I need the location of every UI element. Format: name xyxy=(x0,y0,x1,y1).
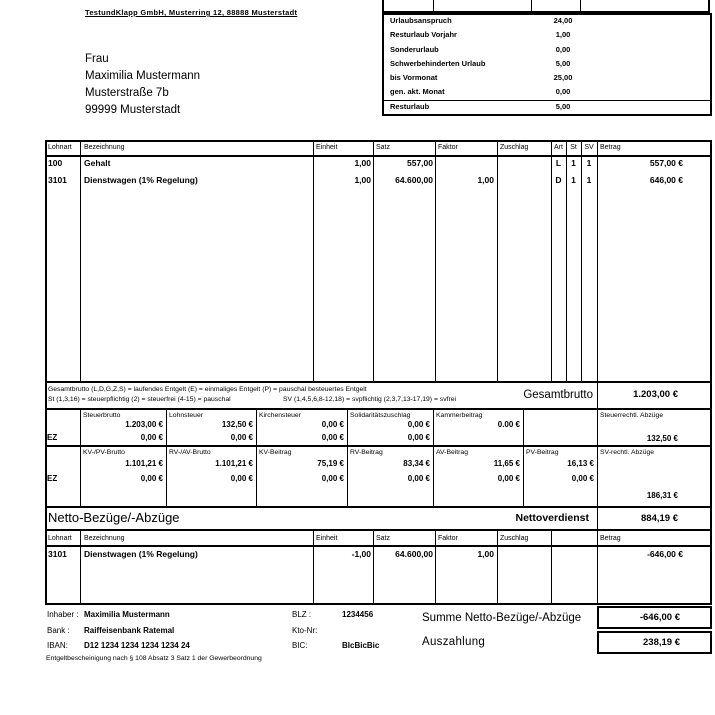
header-divider xyxy=(47,545,710,547)
inhaber-label: Inhaber : xyxy=(47,610,79,619)
tax-header-kammerbeitrag: Kammerbeitrag xyxy=(436,411,483,419)
column-divider xyxy=(435,142,436,381)
vacation-row-value: 1,00 xyxy=(555,30,571,39)
column-divider xyxy=(256,410,257,447)
cell-satz: 64.600,00 xyxy=(395,549,433,559)
cell-betrag: 646,00 € xyxy=(649,175,683,185)
tax-header-solidaritaetszuschlag: Solidaritätszuschlag xyxy=(350,411,411,419)
col-header-lohnart: Lohnart xyxy=(48,144,72,151)
sv-ez-label: EZ xyxy=(47,473,58,483)
vacation-row-value: 24,00 xyxy=(553,16,573,25)
col-header-faktor: Faktor xyxy=(438,144,458,151)
vacation-row-divider xyxy=(384,100,710,101)
inhaber-value: Maximilia Mustermann xyxy=(84,610,170,619)
payout-value-box xyxy=(597,631,712,654)
col-header-satz: Satz xyxy=(376,534,391,542)
col-header-art: Art xyxy=(554,144,563,151)
column-divider xyxy=(433,447,434,508)
sv-cell-ez: 0,00 € xyxy=(140,473,163,483)
sv-header-pv-beitrag: PV-Beitrag xyxy=(526,448,559,456)
sv-header-av-beitrag: AV-Beitrag xyxy=(436,448,468,456)
cell-lohnart: 3101 xyxy=(48,175,67,185)
column-divider xyxy=(497,531,498,605)
col-header-einheit: Einheit xyxy=(316,534,338,542)
tax-cell-ez: 0,00 € xyxy=(407,432,430,442)
net-earnings-value: 884,19 € xyxy=(641,512,678,524)
col-header-betrag: Betrag xyxy=(600,534,621,542)
cell-faktor: 1,00 xyxy=(477,175,494,185)
column-divider xyxy=(80,447,81,508)
tax-cell: 0,00 € xyxy=(407,419,430,429)
vacation-row-label: Sonderurlaub xyxy=(390,44,439,54)
column-divider xyxy=(597,508,598,531)
sv-cell: 1.101,21 € xyxy=(125,458,163,468)
iban-label: IBAN: xyxy=(47,641,68,650)
col-header-bezeichnung: Bezeichnung xyxy=(84,144,125,151)
sv-header-rv-av-brutto: RV-/AV-Brutto xyxy=(169,448,211,456)
sv-cell-ez: 0,00 € xyxy=(407,473,430,483)
blz-value: 1234456 xyxy=(342,610,374,619)
cell-faktor: 1,00 xyxy=(477,549,494,559)
cell-bezeichnung: Gehalt xyxy=(84,158,111,168)
cell-art: D xyxy=(555,175,562,185)
vacation-row-value: 0,00 xyxy=(555,87,571,96)
header-divider xyxy=(47,155,710,157)
net-section-title: Netto-Bezüge/-Abzüge xyxy=(48,510,180,525)
payout-label: Auszahlung xyxy=(422,636,486,648)
tax-cell-ez: 0,00 € xyxy=(230,432,253,442)
gross-legend-line1: Gesamtbrutto (L,D,G,Z,S) = laufendes Entgelt (E) = einmaliges Entgelt (P) = pauschal besteuertes Entgelt xyxy=(48,385,367,393)
column-divider xyxy=(597,410,598,447)
cell-betrag: 557,00 € xyxy=(649,158,683,168)
cell-betrag: -646,00 € xyxy=(647,549,683,559)
cell-st: 1 xyxy=(571,158,576,168)
cell-bezeichnung: Dienstwagen (1% Regelung) xyxy=(84,549,198,559)
address-name: Maximilia Mustermann xyxy=(85,70,201,82)
cell-einheit: 1,00 xyxy=(354,158,371,168)
sv-cell-ez: 0,00 € xyxy=(497,473,520,483)
col-header-satz: Satz xyxy=(376,144,391,151)
column-divider xyxy=(597,531,598,605)
tax-cell: 0.00 € xyxy=(497,419,520,429)
vacation-row-label: Resturlaub xyxy=(390,101,430,111)
ktonr-label: Kto-Nr: xyxy=(292,626,318,635)
column-divider xyxy=(597,142,598,381)
vacation-row-value: 5,00 xyxy=(555,101,571,111)
column-divider xyxy=(80,142,81,381)
col-header-lohnart: Lohnart xyxy=(48,534,72,542)
column-divider xyxy=(433,410,434,447)
col-header-zuschlag: Zuschlag xyxy=(500,534,529,542)
gross-total-label: Gesamtbrutto xyxy=(523,389,593,401)
column-divider xyxy=(313,531,314,605)
payout-value: 238,19 € xyxy=(643,637,680,648)
sv-cell: 11,65 € xyxy=(493,458,520,468)
sv-cell: 75,19 € xyxy=(317,458,344,468)
column-divider xyxy=(435,531,436,605)
iban-value: D12 1234 1234 1234 1234 24 xyxy=(84,641,190,650)
tax-ez-label: EZ xyxy=(47,432,58,442)
vacation-row-value: 5,00 xyxy=(555,59,571,68)
sv-header-kv-beitrag: KV-Beitrag xyxy=(259,448,292,456)
gross-legend-line2a: St (1,3,16) = steuerpflichtig (2) = steuerfrei (4-15) = pauschal xyxy=(48,395,231,403)
column-divider xyxy=(166,410,167,447)
col-header-bezeichnung: Bezeichnung xyxy=(84,534,125,542)
cell-sv: 1 xyxy=(586,175,592,185)
column-divider xyxy=(166,447,167,508)
net-sum-label: Summe Netto-Bezüge/-Abzüge xyxy=(422,612,582,624)
bank-value: Raiffeisenbank Ratemal xyxy=(84,626,175,635)
col-header-st: St xyxy=(570,144,577,151)
sv-total-value: 186,31 € xyxy=(646,491,678,500)
address-city: 99999 Musterstadt xyxy=(85,104,181,116)
column-divider xyxy=(347,410,348,447)
vacation-row-value: 25,00 xyxy=(553,73,573,82)
bank-label: Bank : xyxy=(47,626,70,635)
col-header-faktor: Faktor xyxy=(438,534,458,542)
cell-bezeichnung: Dienstwagen (1% Regelung) xyxy=(84,175,198,185)
vacation-row-label: bis Vormonat xyxy=(390,73,438,82)
cell-satz: 64.600,00 xyxy=(395,175,433,185)
tax-header-kirchensteuer: Kirchensteuer xyxy=(259,411,301,419)
tax-header-lohnsteuer: Lohnsteuer xyxy=(169,411,204,419)
vacation-row-value: 0,00 xyxy=(555,44,571,54)
vacation-row-label: gen. akt. Monat xyxy=(390,87,445,96)
column-divider xyxy=(373,531,374,605)
sv-cell-ez: 0,00 € xyxy=(571,473,594,483)
vacation-row-label: Urlaubsanspruch xyxy=(390,16,452,25)
cell-lohnart: 3101 xyxy=(48,549,67,559)
address-street: Musterstraße 7b xyxy=(85,87,169,99)
gross-legend-line2b: SV (1,4,5,6,8-12,18) = svpflichtig (2,3,7,13-17,19) = svfrei xyxy=(283,395,457,403)
column-divider xyxy=(597,383,598,410)
sv-header-kv-pv-brutto: KV-/PV-Brutto xyxy=(83,448,125,456)
vacation-row-label: Schwerbehinderten Urlaub xyxy=(390,59,486,68)
col-header-zuschlag: Zuschlag xyxy=(500,144,529,151)
sv-cell: 16,13 € xyxy=(567,458,594,468)
net-sum-value: -646,00 € xyxy=(639,612,680,623)
tax-cell: 0,00 € xyxy=(321,419,344,429)
cell-st: 1 xyxy=(571,175,576,185)
column-divider xyxy=(551,531,552,605)
tax-total-header: Steuerrechtl. Abzüge xyxy=(600,411,664,419)
sv-total-header: SV-rechtl. Abzüge xyxy=(600,448,655,456)
tax-cell: 1.203,00 € xyxy=(125,419,163,429)
column-divider xyxy=(313,142,314,381)
cell-sv: 1 xyxy=(586,158,592,168)
bic-label: BIC: xyxy=(292,641,308,650)
sv-cell: 83,34 € xyxy=(403,458,430,468)
sv-cell-ez: 0,00 € xyxy=(230,473,253,483)
cell-einheit: 1,00 xyxy=(354,175,371,185)
vacation-row-label: Resturlaub Vorjahr xyxy=(390,30,457,39)
column-divider xyxy=(80,531,81,605)
col-header-sv: SV xyxy=(584,144,594,151)
tax-cell-ez: 0,00 € xyxy=(321,432,344,442)
column-divider xyxy=(523,410,524,447)
col-header-betrag: Betrag xyxy=(600,144,621,151)
column-divider xyxy=(523,447,524,508)
tax-header-steuerbrutto: Steuerbrutto xyxy=(83,411,121,419)
cell-satz: 557,00 xyxy=(407,158,433,168)
cell-lohnart: 100 xyxy=(48,158,63,168)
col-header-einheit: Einheit xyxy=(316,144,338,151)
net-earnings-label: Nettoverdienst xyxy=(515,512,589,524)
tax-cell: 132,50 € xyxy=(221,419,253,429)
address-salutation: Frau xyxy=(85,53,109,65)
tax-total-value: 132,50 € xyxy=(646,434,678,443)
sender-line: TestundKlapp GmbH, Musterring 12, 88888 Musterstadt xyxy=(85,8,298,17)
bic-value: BIcBicBic xyxy=(342,641,380,650)
column-divider xyxy=(373,142,374,381)
net-sum-value-box xyxy=(597,606,712,629)
sv-cell-ez: 0,00 € xyxy=(321,473,344,483)
column-divider xyxy=(256,447,257,508)
legal-footnote: Entgeltbescheinigung nach § 108 Absatz 3 Satz 1 der Gewerbeordnung xyxy=(46,655,262,662)
blz-label: BLZ : xyxy=(292,610,312,619)
cell-art: L xyxy=(555,158,562,168)
cell-einheit: -1,00 xyxy=(351,549,371,559)
sv-cell: 1.101,21 € xyxy=(215,458,253,468)
column-divider xyxy=(80,410,81,447)
gross-total-value: 1.203,00 € xyxy=(633,389,678,400)
column-divider xyxy=(497,142,498,381)
column-divider xyxy=(347,447,348,508)
sv-header-rv-beitrag: RV-Beitrag xyxy=(350,448,383,456)
tax-cell-ez: 0,00 € xyxy=(140,432,163,442)
column-divider xyxy=(597,447,598,508)
